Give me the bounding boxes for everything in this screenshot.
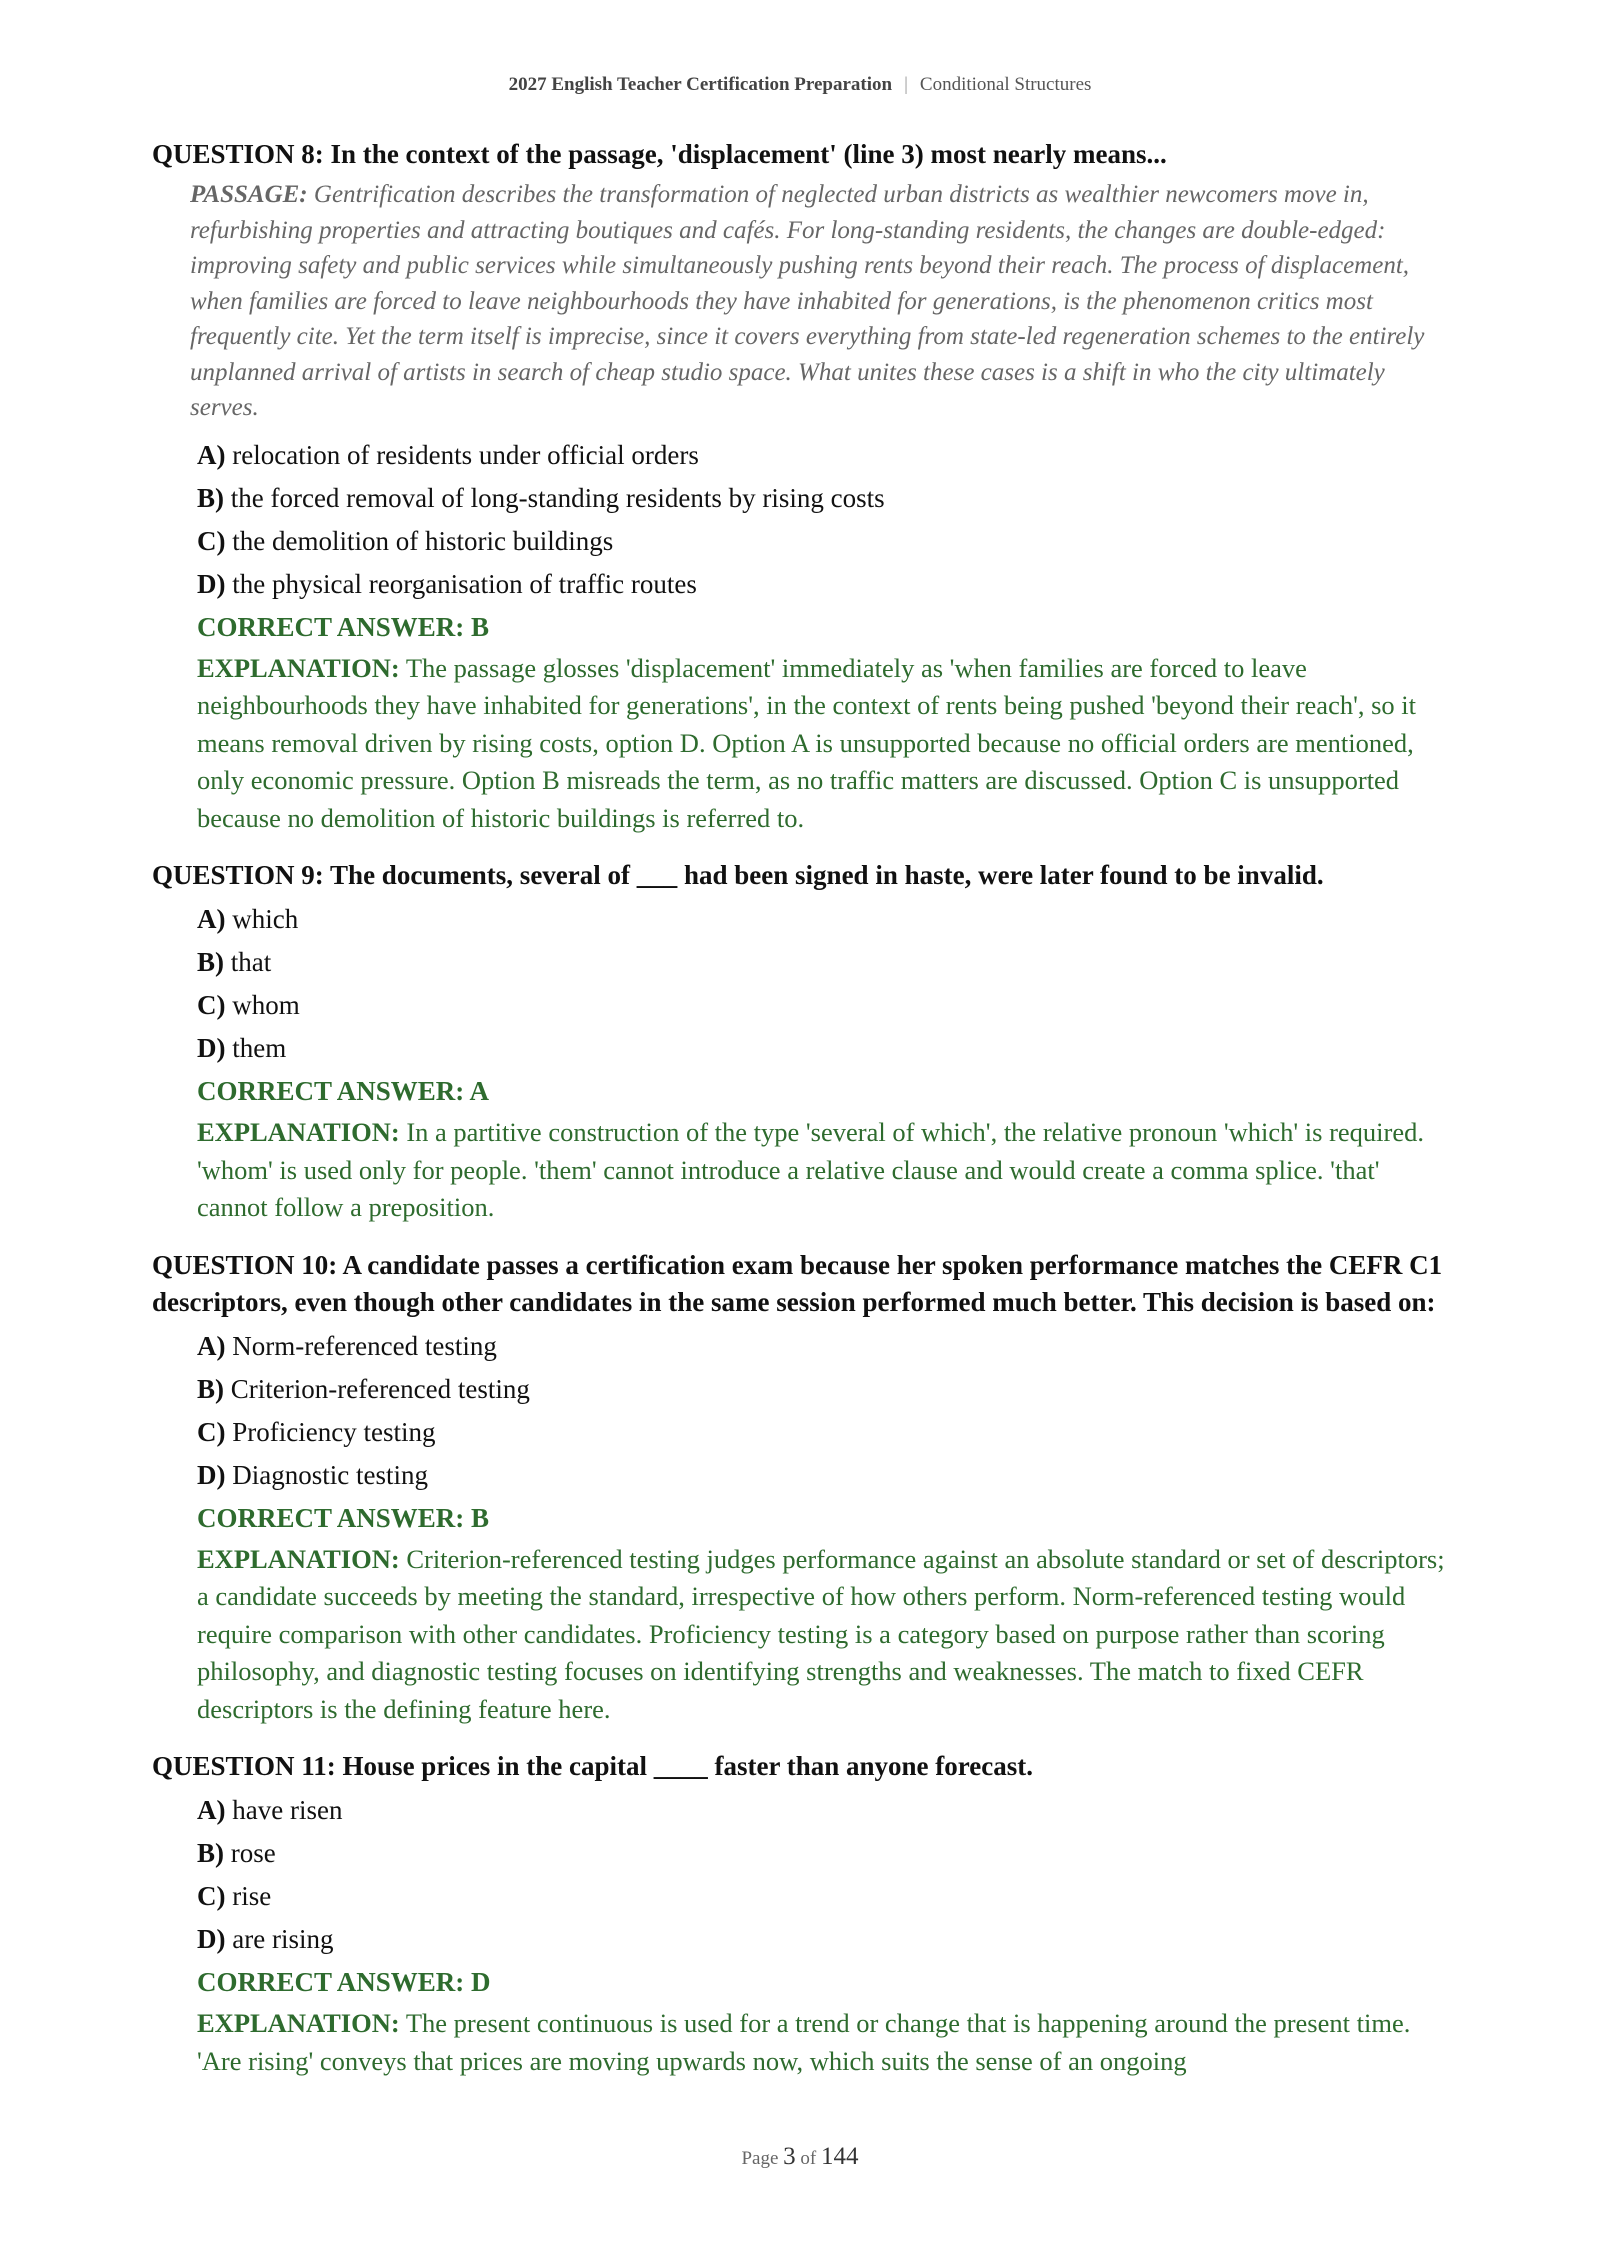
explanation [197, 1114, 1452, 1227]
question-title: QUESTION 11: House prices in the capital ____ faster than anyone forecast. [152, 1751, 1033, 1781]
option-c [197, 1875, 1452, 1918]
question-title: QUESTION 10: A candidate passes a certification exam because her spoken performance matches the CEFR C1 descriptors, even though other candidates in the same session performed much better. This decision is based on: [152, 1249, 1443, 1317]
option-letter: B) [197, 1373, 224, 1404]
option-b [197, 1368, 1452, 1411]
option-text: relocation of residents under official orders [232, 439, 699, 470]
correct-answer: CORRECT ANSWER: D [197, 1967, 491, 1997]
option-text: them [232, 1033, 287, 1063]
reading-passage [190, 177, 1452, 426]
correct-answer: CORRECT ANSWER: B [197, 611, 490, 642]
option-text: rose [230, 1838, 276, 1868]
option-letter: B) [197, 1838, 224, 1868]
explanation-text: The passage glosses 'displacement' immediately as 'when families are forced to leave neighbourhoods they have inhabited for generations', in the context of rents being pushed 'beyond their reach', so it means removal driven by rising costs, option D. Option A is unsupported because no official orders are mentioned, only economic pressure. Option B misreads the term, as no traffic matters are discussed. Option C is unsupported because no demolition of historic buildings is referred to. [197, 652, 1417, 833]
option-text: have risen [232, 1795, 343, 1825]
option-c [197, 520, 1452, 563]
explanation-text: Criterion-referenced testing judges performance against an absolute standard or set of descriptors; a candidate succeeds by meeting the standard, irrespective of how others perform. Norm-referenced testing would require comparison with other candidates. Proficiency testing is a category based on purpose rather than scoring philosophy, and diagnostic testing focuses on identifying strengths and weaknesses. The match to fixed CEFR descriptors is the defining feature here. [197, 1543, 1445, 1724]
option-letter: B) [197, 947, 224, 977]
option-b [197, 1832, 1452, 1875]
option-letter: C) [197, 525, 226, 556]
answer-options [197, 1789, 1452, 1961]
answer-options [197, 434, 1452, 606]
header-title: 2027 English Teacher Certification Preparation [508, 74, 893, 95]
option-text: Diagnostic testing [232, 1459, 428, 1490]
option-d [197, 1918, 1452, 1961]
option-letter: A) [197, 904, 226, 934]
explanation-text: The present continuous is used for a trend or change that is happening around the present time. 'Are rising' conveys that prices are moving upwards now, which suits the sense of an ongoing [197, 2008, 1411, 2076]
explanation-text: In a partitive construction of the type 'several of which', the relative pronoun 'which' is required. 'whom' is used only for people. 'them' cannot introduce a relative clause and would create a comma splice. 'that' cannot follow a preposition. [197, 1117, 1424, 1222]
option-letter: D) [197, 1033, 226, 1063]
explanation [197, 1541, 1452, 1729]
page-content [152, 136, 1452, 2100]
page-footer [0, 2143, 1600, 2171]
page-prefix: Page [741, 2148, 779, 2169]
question-title: QUESTION 9: The documents, several of ___ had been signed in haste, were later found to be invalid. [152, 860, 1324, 890]
explanation-label: EXPLANATION: [197, 1543, 400, 1574]
option-letter: D) [197, 568, 226, 599]
running-header [0, 74, 1600, 96]
correct-answer: CORRECT ANSWER: B [197, 1502, 490, 1533]
option-text: that [230, 947, 272, 977]
option-d [197, 1454, 1452, 1497]
option-text: the forced removal of long-standing residents by rising costs [230, 482, 885, 513]
option-d [197, 1027, 1452, 1070]
option-d [197, 563, 1452, 606]
option-text: Norm-referenced testing [232, 1330, 497, 1361]
passage-label: PASSAGE: [190, 181, 308, 208]
answer-options [197, 898, 1452, 1070]
option-a [197, 898, 1452, 941]
option-text: Proficiency testing [232, 1416, 436, 1447]
option-letter: C) [197, 1416, 226, 1447]
page-number: 3 [783, 2143, 796, 2170]
option-letter: A) [197, 1795, 226, 1825]
option-text: rise [232, 1881, 272, 1911]
header-separator: | [904, 74, 908, 95]
option-text: are rising [232, 1924, 334, 1954]
answer-options [197, 1325, 1452, 1497]
question-10 [152, 1247, 1452, 1729]
option-letter: D) [197, 1459, 226, 1490]
option-c [197, 1411, 1452, 1454]
correct-answer: CORRECT ANSWER: A [197, 1076, 490, 1106]
option-letter: D) [197, 1924, 226, 1954]
question-9 [152, 857, 1452, 1227]
page-of: of [800, 2148, 817, 2169]
explanation-label: EXPLANATION: [197, 1117, 400, 1147]
option-a [197, 1789, 1452, 1832]
option-b [197, 941, 1452, 984]
option-letter: C) [197, 990, 226, 1020]
option-letter: A) [197, 1330, 226, 1361]
option-a [197, 1325, 1452, 1368]
option-text: the physical reorganisation of traffic routes [232, 568, 697, 599]
question-title: QUESTION 8: In the context of the passage, 'displacement' (line 3) most nearly means... [152, 139, 1167, 169]
option-text: whom [232, 990, 300, 1020]
explanation [197, 2005, 1452, 2080]
option-b [197, 477, 1452, 520]
option-letter: C) [197, 1881, 226, 1911]
option-text: Criterion-referenced testing [230, 1373, 530, 1404]
question-11 [152, 1748, 1452, 2080]
option-text: the demolition of historic buildings [232, 525, 614, 556]
page-total: 144 [821, 2143, 859, 2170]
option-text: which [232, 904, 299, 934]
explanation-label: EXPLANATION: [197, 2008, 400, 2038]
option-c [197, 984, 1452, 1027]
header-section: Conditional Structures [919, 74, 1092, 95]
explanation-label: EXPLANATION: [197, 652, 400, 683]
explanation [197, 650, 1452, 838]
passage-text: Gentrification describes the transformation of neglected urban districts as wealthier newcomers move in, refurbishing properties and attracting boutiques and cafés. For long-standing residents, the changes are double-edged: improving safety and public services while simultaneously pushing rents beyond their reach. The process of displacement, when families are forced to leave neighbourhoods they have inhabited for generations, is the phenomenon critics most frequently cite. Yet the term itself is imprecise, since it covers everything from state-led regeneration schemes to the entirely unplanned arrival of artists in search of cheap studio space. What unites these cases is a shift in who the city ultimately serves. [190, 181, 1425, 421]
option-letter: A) [197, 439, 226, 470]
option-a [197, 434, 1452, 477]
option-letter: B) [197, 482, 224, 513]
question-8 [152, 136, 1452, 837]
